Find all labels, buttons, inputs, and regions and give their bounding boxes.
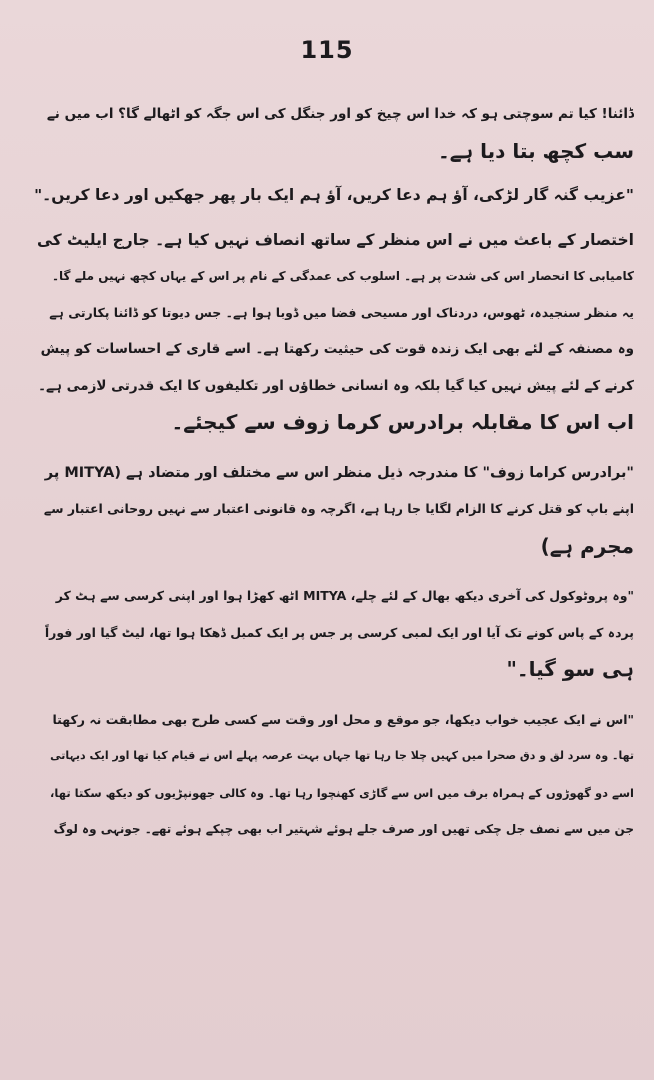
text-line: "اس نے ایک عجیب خواب دیکھا، جو موقع و محل اور وقت سے کسی طرح بھی مطابقت نہ رکھتا [52,711,634,727]
paragraph [34,177,634,214]
text-line: اب اس کا مقابلہ برادرس کرما زوف سے کیجئے۔ [171,410,634,434]
text-line: ڈائنا! کیا تم سوچتی ہو کہ خدا اس چیخ کو اور جنگل کی اس جگہ کو اٹھالے گا؟ اب میں نے [46,106,634,122]
text-line: یہ منظر سنجیدہ، ٹھوس، دردناک اور مسیحی فضا میں ڈوبا ہوا ہے۔ جس دیوتا کو ڈائنا پکارتی ہے [49,304,634,320]
text-line: وہ مصنفہ کے لئے بھی ایک زندہ قوت کی حیثیت رکھتا ہے۔ اسے قاری کے احساسات کو پیش [40,341,634,357]
text-line: پردہ کے پاس کونے تک آیا اور ایک لمبی کرسی پر جس پر ایک کمبل ڈھکا ہوا تھا، لیٹ گیا اور فوراً [44,624,634,640]
text-line: تھا۔ وہ سرد لق و دق صحرا میں کہیں چلا جا رہا تھا جہاں بہت عرصہ پہلے اس نے قیام کیا تھا اور ایک دیہاتی [50,749,634,762]
paragraph [34,455,634,565]
text-line: کامیابی کا انحصار اس کی شدت پر ہے۔ اسلوب کی عمدگی کے نام پر اس کے یہاں کچھ نہیں ملے گا۔ [51,269,634,283]
text-line: اسے دو گھوڑوں کے ہمراہ برف میں اس سے گاڑی کھنچوا رہا تھا۔ وہ کالی جھونپڑیوں کو دیکھ سکتا تھا، [50,785,634,800]
text-line: "برادرس کراما زوف" کا مندرجہ ذیل منظر اس سے مختلف اور متضاد ہے (MITYA پر [44,464,634,481]
page-number: 115 [300,36,354,64]
text-line: اپنے باپ کو قتل کرنے کا الزام لگایا جا رہا ہے، اگرچہ وہ قانونی اعتبار سے نہیں روحانی اعتبار سے [43,501,634,516]
text-line: ہی سو گیا۔" [506,657,634,681]
paragraph [34,702,634,848]
text-line: جن میں سے نصف جل چکی تھیں اور صرف جلے ہوئے شہتیر اب بھی چپکے ہوئے تھے۔ جونہی وہ لوگ [53,822,634,836]
text-line: کرنے کے لئے پیش نہیں کیا گیا بلکہ وہ انسانی خطاؤں اور تکلیفوں کا ایک قدرتی لازمی ہے۔ [38,377,634,394]
text-line: مجرم ہے) [540,533,634,558]
paragraph [34,96,634,169]
paragraph [34,578,634,688]
paragraph [34,222,634,441]
text-line: اختصار کے باعث میں نے اس منظر کے ساتھ انصاف نہیں کیا ہے۔ جارج ایلیٹ کی [36,230,634,249]
text-line: سب کچھ بتا دیا ہے۔ [438,138,634,163]
text-line: "عزیب گنہ گار لڑکی، آؤ ہم دعا کریں، آؤ ہم ایک بار پھر جھکیں اور دعا کریں۔" [34,186,634,204]
page-text [34,96,634,848]
text-line: "وہ پروٹوکول کی آخری دیکھ بھال کے لئے چلے، MITYA اٹھ کھڑا ہوا اور اپنی کرسی سے ہٹ کر [55,588,634,603]
